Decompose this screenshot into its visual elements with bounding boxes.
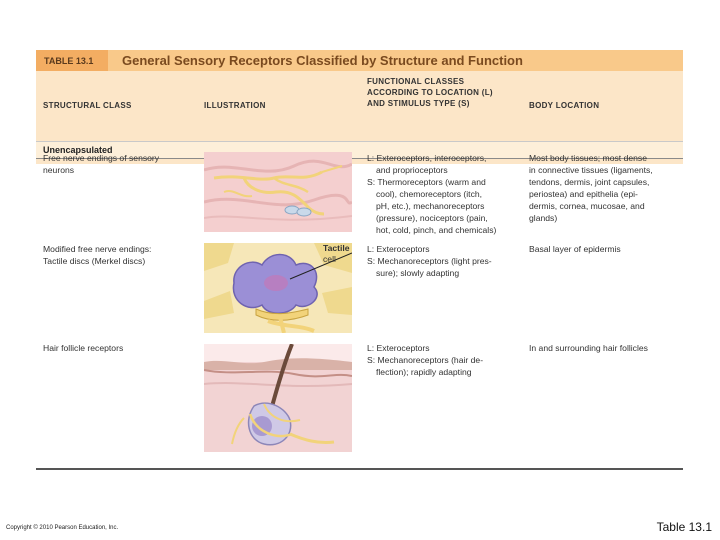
copyright-notice: Copyright © 2010 Pearson Education, Inc.	[6, 525, 119, 531]
row1-location-line: Most body tissues; most dense	[529, 153, 647, 163]
row1-functional-line: pH, etc.), mechanoreceptors	[376, 201, 485, 211]
row3-structural-class	[43, 342, 123, 354]
table-title-bar	[36, 50, 683, 71]
row1-structural-line: neurons	[43, 165, 75, 175]
header-functional-line: AND STIMULUS TYPE (S)	[367, 99, 470, 108]
header-structural-class: STRUCTURAL CLASS	[43, 101, 132, 110]
row1-structural-line: Free nerve endings of sensory	[43, 153, 160, 163]
row2-structural-line: Modified free nerve endings:	[43, 244, 152, 254]
row3-functional-line: flection); rapidly adapting	[376, 367, 472, 377]
table-bottom-rule	[36, 468, 683, 470]
table-number: TABLE 13.1	[36, 50, 108, 71]
table-title: General Sensory Receptors Classified by Structure and Function	[122, 53, 523, 68]
callout-line: cell	[323, 254, 336, 264]
hair-follicle-illustration	[204, 344, 352, 452]
receptor-table	[36, 50, 683, 470]
row1-location-line: in connective tissues (ligaments,	[529, 165, 653, 175]
header-functional-line: FUNCTIONAL CLASSES	[367, 77, 465, 86]
header-functional-classes	[367, 76, 493, 109]
row1-location-line: dermis, cornea, mucosae, and	[529, 201, 645, 211]
row1-location-line: glands)	[529, 213, 558, 223]
row2-functional-classes	[367, 243, 492, 279]
row3-functional-line: L: Exteroceptors	[367, 343, 430, 353]
column-header-row	[36, 71, 683, 164]
header-body-location: BODY LOCATION	[529, 101, 600, 110]
row1-functional-line: S: Thermoreceptors (warm and	[367, 177, 486, 187]
row1-functional-classes	[367, 152, 496, 236]
row2-functional-line: L: Exteroceptors	[367, 244, 430, 254]
row2-location-line: Basal layer of epidermis	[529, 244, 621, 254]
header-functional-line: ACCORDING TO LOCATION (L)	[367, 88, 493, 97]
row1-location-line: periostea) and epithelia (epi-	[529, 189, 638, 199]
section-subhead: Unencapsulated	[36, 141, 683, 159]
free-nerve-endings-drawing	[204, 152, 352, 232]
row3-functional-classes	[367, 342, 483, 378]
hair-follicle-drawing	[204, 344, 352, 452]
row1-functional-line: hot, cold, pinch, and chemicals)	[376, 225, 497, 235]
row2-body-location	[529, 243, 621, 255]
row3-location-line: In and surrounding hair follicles	[529, 343, 648, 353]
row2-structural-class	[43, 243, 151, 267]
row2-functional-line: S: Mechanoreceptors (light pres-	[367, 256, 492, 266]
header-illustration: ILLUSTRATION	[204, 101, 266, 110]
row1-body-location	[529, 152, 653, 224]
row2-structural-line: Tactile discs (Merkel discs)	[43, 256, 146, 266]
row3-structural-line: Hair follicle receptors	[43, 343, 124, 353]
callout-line: Tactile	[323, 243, 350, 253]
row1-functional-line: L: Exteroceptors, interoceptors,	[367, 153, 487, 163]
row1-location-line: tendons, dermis, joint capsules,	[529, 177, 650, 187]
row1-structural-class	[43, 152, 159, 176]
row1-functional-line: and proprioceptors	[376, 165, 448, 175]
slide-caption: Table 13.1	[656, 520, 712, 534]
row3-body-location	[529, 342, 648, 354]
tactile-cell-callout	[323, 243, 350, 265]
row1-functional-line: cool), chemoreceptors (itch,	[376, 189, 483, 199]
free-nerve-endings-illustration	[204, 152, 352, 232]
row2-functional-line: sure); slowly adapting	[376, 268, 460, 278]
row3-functional-line: S: Mechanoreceptors (hair de-	[367, 355, 484, 365]
row1-functional-line: (pressure), nociceptors (pain,	[376, 213, 488, 223]
